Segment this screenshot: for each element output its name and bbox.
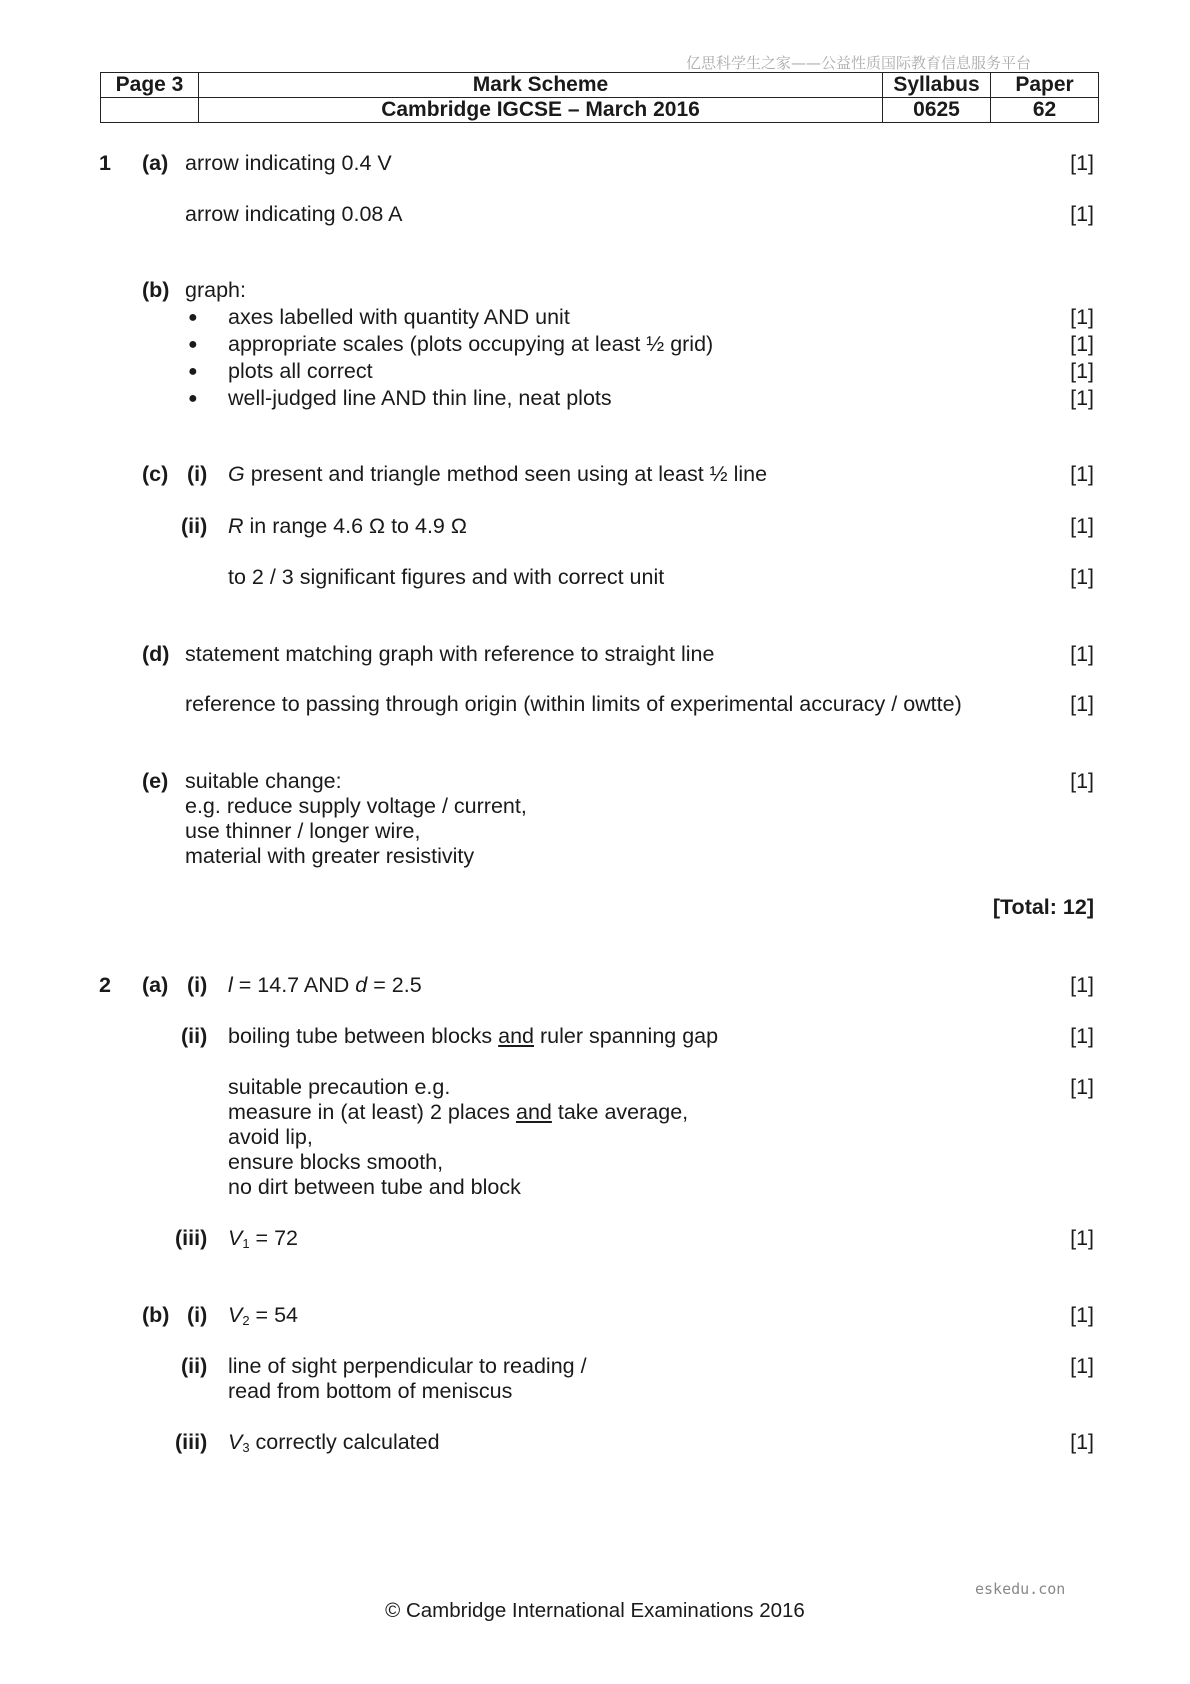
answer-text: avoid lip, <box>228 1125 313 1149</box>
mark: [1] <box>1070 565 1094 589</box>
mark: [1] <box>1070 151 1094 175</box>
variable: R <box>228 514 244 538</box>
variable: V <box>228 1226 243 1250</box>
answer-text <box>228 1226 298 1256</box>
underlined-word: and <box>498 1024 535 1048</box>
part-label: (e) <box>142 769 169 793</box>
syllabus-label: Syllabus <box>883 73 991 98</box>
mark: [1] <box>1070 1430 1094 1454</box>
answer-text-rest: present and triangle method seen using at least ½ line <box>244 462 768 486</box>
subscript: 1 <box>242 1236 250 1251</box>
watermark: 亿思科学生之家——公益性质国际教育信息服务平台 <box>686 54 1032 72</box>
answer-text: arrow indicating 0.08 A <box>185 202 403 226</box>
doc-subtitle: Cambridge IGCSE – March 2016 <box>199 98 883 123</box>
answer-text <box>228 514 467 539</box>
answer-text: statement matching graph with reference to straight line <box>185 642 715 666</box>
mark: [1] <box>1070 1075 1094 1099</box>
answer-text-rest: = 2.5 <box>367 973 422 997</box>
answer-text-rest: = 72 <box>249 1226 298 1250</box>
answer-text: read from bottom of meniscus <box>228 1379 513 1403</box>
mark: [1] <box>1070 1354 1094 1378</box>
mark: [1] <box>1070 359 1094 383</box>
answer-text: ensure blocks smooth, <box>228 1150 444 1174</box>
mark: [1] <box>1070 386 1094 410</box>
bullet-icon: ● <box>188 336 198 353</box>
answer-text <box>228 1430 440 1460</box>
answer-text <box>228 1100 688 1125</box>
total-marks: [Total: 12] <box>992 895 1094 919</box>
subpart-label: (i) <box>187 462 208 486</box>
mark: [1] <box>1070 202 1094 226</box>
part-label: (c) <box>142 462 169 486</box>
subpart-label: (ii) <box>181 1024 208 1048</box>
bullet-icon: ● <box>188 363 198 380</box>
bullet-text: well-judged line AND thin line, neat plots <box>228 386 612 410</box>
page-number: Page 3 <box>101 73 199 98</box>
variable: d <box>355 973 368 997</box>
part-label: (a) <box>142 973 169 997</box>
answer-text: material with greater resistivity <box>185 844 475 868</box>
bullet-text: axes labelled with quantity AND unit <box>228 305 570 329</box>
bullet-text: plots all correct <box>228 359 373 383</box>
underlined-word: and <box>516 1100 552 1124</box>
variable: V <box>228 1303 243 1327</box>
paper-value: 62 <box>991 98 1099 123</box>
variable: G <box>228 462 245 486</box>
answer-text: to 2 / 3 significant figures and with correct unit <box>228 565 665 589</box>
bullet-text: appropriate scales (plots occupying at least ½ grid) <box>228 332 714 356</box>
answer-text <box>228 1024 718 1049</box>
answer-text: graph: <box>185 278 246 302</box>
syllabus-value: 0625 <box>883 98 991 123</box>
answer-text-rest: = 54 <box>249 1303 298 1327</box>
mark: [1] <box>1070 332 1094 356</box>
answer-text-rest: measure in (at least) 2 places <box>228 1100 516 1124</box>
part-label: (d) <box>142 642 170 666</box>
mark: [1] <box>1070 1024 1094 1048</box>
answer-text: reference to passing through origin (within limits of experimental accuracy / owtte) <box>185 692 962 716</box>
mark: [1] <box>1070 769 1094 793</box>
subpart-label: (iii) <box>175 1226 208 1250</box>
mark: [1] <box>1070 305 1094 329</box>
answer-text-rest: ruler spanning gap <box>534 1024 719 1048</box>
answer-text <box>228 973 422 998</box>
variable: V <box>228 1430 243 1454</box>
part-label: (b) <box>142 278 170 302</box>
paper-label: Paper <box>991 73 1099 98</box>
answer-text-rest: correctly calculated <box>249 1430 440 1454</box>
subscript: 3 <box>242 1440 250 1455</box>
question-number: 1 <box>99 151 111 175</box>
answer-text <box>228 1303 298 1333</box>
answer-text: suitable precaution e.g. <box>228 1075 451 1099</box>
answer-text: suitable change: <box>185 769 342 793</box>
mark: [1] <box>1070 692 1094 716</box>
mark: [1] <box>1070 973 1094 997</box>
answer-text: arrow indicating 0.4 V <box>185 151 392 175</box>
doc-title: Mark Scheme <box>199 73 883 98</box>
question-number: 2 <box>99 973 111 997</box>
mark: [1] <box>1070 1226 1094 1250</box>
subpart-label: (iii) <box>175 1430 208 1454</box>
answer-text: no dirt between tube and block <box>228 1175 521 1199</box>
variable: l <box>228 973 233 997</box>
copyright-footer: © Cambridge International Examinations 2016 <box>385 1599 805 1622</box>
subpart-label: (i) <box>187 973 208 997</box>
answer-text: line of sight perpendicular to reading / <box>228 1354 587 1378</box>
answer-text: use thinner / longer wire, <box>185 819 421 843</box>
subpart-label: (i) <box>187 1303 208 1327</box>
bullet-icon: ● <box>188 309 198 326</box>
bullet-icon: ● <box>188 390 198 407</box>
mark: [1] <box>1070 1303 1094 1327</box>
page-number-blank <box>101 98 199 123</box>
subpart-label: (ii) <box>181 514 208 538</box>
answer-text <box>228 462 767 487</box>
answer-text: e.g. reduce supply voltage / current, <box>185 794 527 818</box>
mark: [1] <box>1070 514 1094 538</box>
mark: [1] <box>1070 462 1094 486</box>
part-label: (b) <box>142 1303 170 1327</box>
mark: [1] <box>1070 642 1094 666</box>
answer-text-rest: boiling tube between blocks <box>228 1024 499 1048</box>
subscript: 2 <box>242 1313 250 1328</box>
answer-text-rest: take average, <box>551 1100 689 1124</box>
part-label: (a) <box>142 151 169 175</box>
answer-text-rest: = 14.7 AND <box>232 973 356 997</box>
site-watermark: eskedu.con <box>975 1580 1066 1598</box>
subpart-label: (ii) <box>181 1354 208 1378</box>
header-table <box>100 72 1099 123</box>
answer-text-rest: in range 4.6 Ω to 4.9 Ω <box>243 514 467 538</box>
